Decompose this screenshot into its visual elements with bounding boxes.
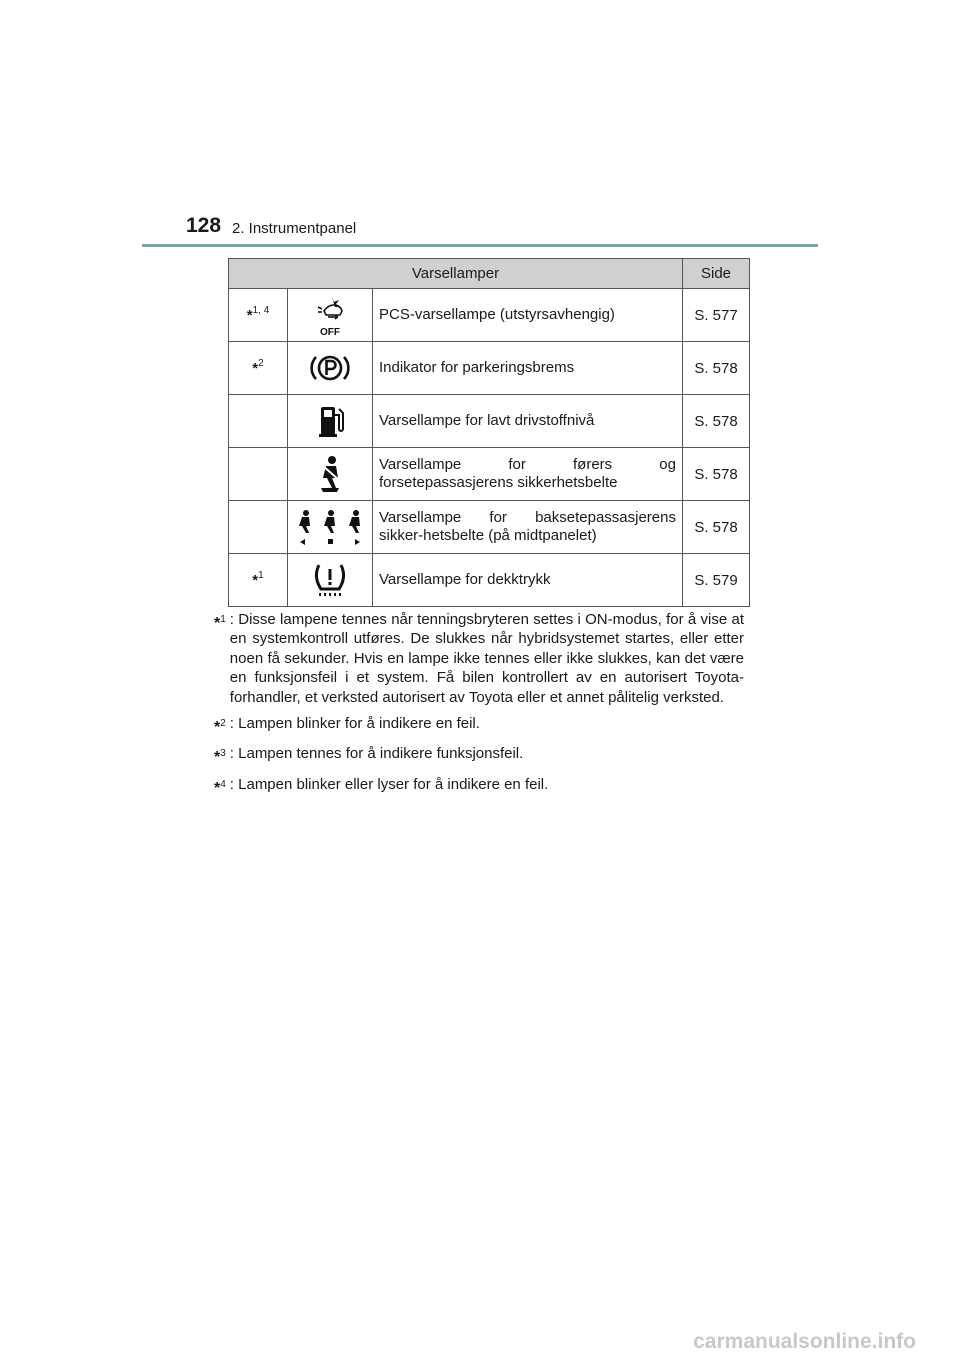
header-varsellamper: Varsellamper: [229, 259, 683, 289]
lamp-description: PCS-varsellampe (utstyrsavhengig): [373, 289, 683, 342]
icon-cell: [288, 289, 373, 342]
footnote-mark: [229, 501, 288, 554]
fuel-pump-icon: [315, 403, 345, 439]
page-number: 128: [186, 214, 222, 237]
table-header-row: [229, 259, 750, 289]
lamp-description: Varsellampe for lavt drivstoffnivå: [373, 395, 683, 448]
footnote-mark: [229, 395, 288, 448]
footnote-text: : Disse lampene tennes når tenningsbryteren settes i ON-modus, for å vise at en systemkontroll utføres. De slukkes når hybridsystemet startes, eller etter noen få sekunder. Hvis en lampe ikke tennes eller ikke slukkes, kan det være en funksjonsfeil i et system. Få bilen kontrollert av en autorisert Toyota-forhandler, et verksted autorisert av Toyota eller et annet pålitelig verksted.: [229, 611, 744, 706]
watermark: carmanualsonline.info: [693, 1330, 916, 1353]
page-reference: S. 578: [683, 342, 750, 395]
icon-cell: [288, 395, 373, 448]
footnote-mark: *$^1$: [229, 554, 288, 607]
table-row: [229, 289, 750, 342]
footnote-text: : Lampen blinker eller lyser for å indikere en feil.: [229, 775, 549, 793]
table-row: [229, 501, 750, 554]
table-row: [229, 448, 750, 501]
icon-cell: [288, 448, 373, 501]
footnote: *$^2$ : Lampen blinker for å indikere en feil.: [214, 715, 480, 737]
page-reference: S. 579: [683, 554, 750, 607]
chapter-title: 2. Instrumentpanel: [232, 220, 357, 237]
lamp-description: Indikator for parkeringsbrems: [373, 342, 683, 395]
parking-brake-icon: [310, 350, 350, 386]
table-row: [229, 395, 750, 448]
icon-cell: [288, 342, 373, 395]
footnote: *$^1$ : Disse lampene tennes når tenningsbryteren settes i ON-modus, for å vise at en systemkontroll utføres. De slukkes når hybridsystemet startes, eller etter noen få sekunder. Hvis en lampe ikke tennes eller ikke slukkes, kan det være en funksjonsfeil i et system. Få bilen kontrollert av en autorisert Toyota-forhandler, et verksted autorisert av Toyota eller et annet pålitelig verksted.: [214, 611, 744, 706]
lamp-description: Varsellampe for baksetepassasjerens sikker-hetsbelte (på midtpanelet): [373, 501, 683, 554]
lamp-description: Varsellampe for førers og forsetepassasjerens sikkerhetsbelte: [373, 448, 683, 501]
page-reference: S. 578: [683, 448, 750, 501]
pcs-off-icon: [310, 293, 350, 337]
icon-cell: [288, 554, 373, 607]
header-side: Side: [683, 259, 750, 289]
svg-text:OFF: OFF: [320, 327, 340, 337]
footnote: *$^3$ : Lampen tennes for å indikere funksjonsfeil.: [214, 745, 524, 767]
page-reference: S. 578: [683, 501, 750, 554]
icon-cell: [288, 501, 373, 554]
rear-seatbelts-icon: [294, 507, 366, 547]
page-reference: S. 578: [683, 395, 750, 448]
tire-pressure-icon: [310, 561, 350, 599]
footnote-mark: *$^2$: [229, 342, 288, 395]
table-row: [229, 342, 750, 395]
footnotes: [214, 610, 744, 805]
page-reference: S. 577: [683, 289, 750, 342]
table-row: [229, 554, 750, 607]
warning-lamps-table: [228, 258, 750, 607]
footnote-text: : Lampen blinker for å indikere en feil.: [229, 715, 480, 733]
seatbelt-icon: [314, 454, 346, 494]
footnote: *$^4$ : Lampen blinker eller lyser for å indikere en feil.: [214, 775, 549, 797]
header-divider: [142, 244, 818, 247]
lamp-description: Varsellampe for dekktrykk: [373, 554, 683, 607]
footnote-mark: [229, 448, 288, 501]
footnote-mark: *$^{1, 4}$: [229, 289, 288, 342]
footnote-text: : Lampen tennes for å indikere funksjonsfeil.: [229, 745, 524, 763]
